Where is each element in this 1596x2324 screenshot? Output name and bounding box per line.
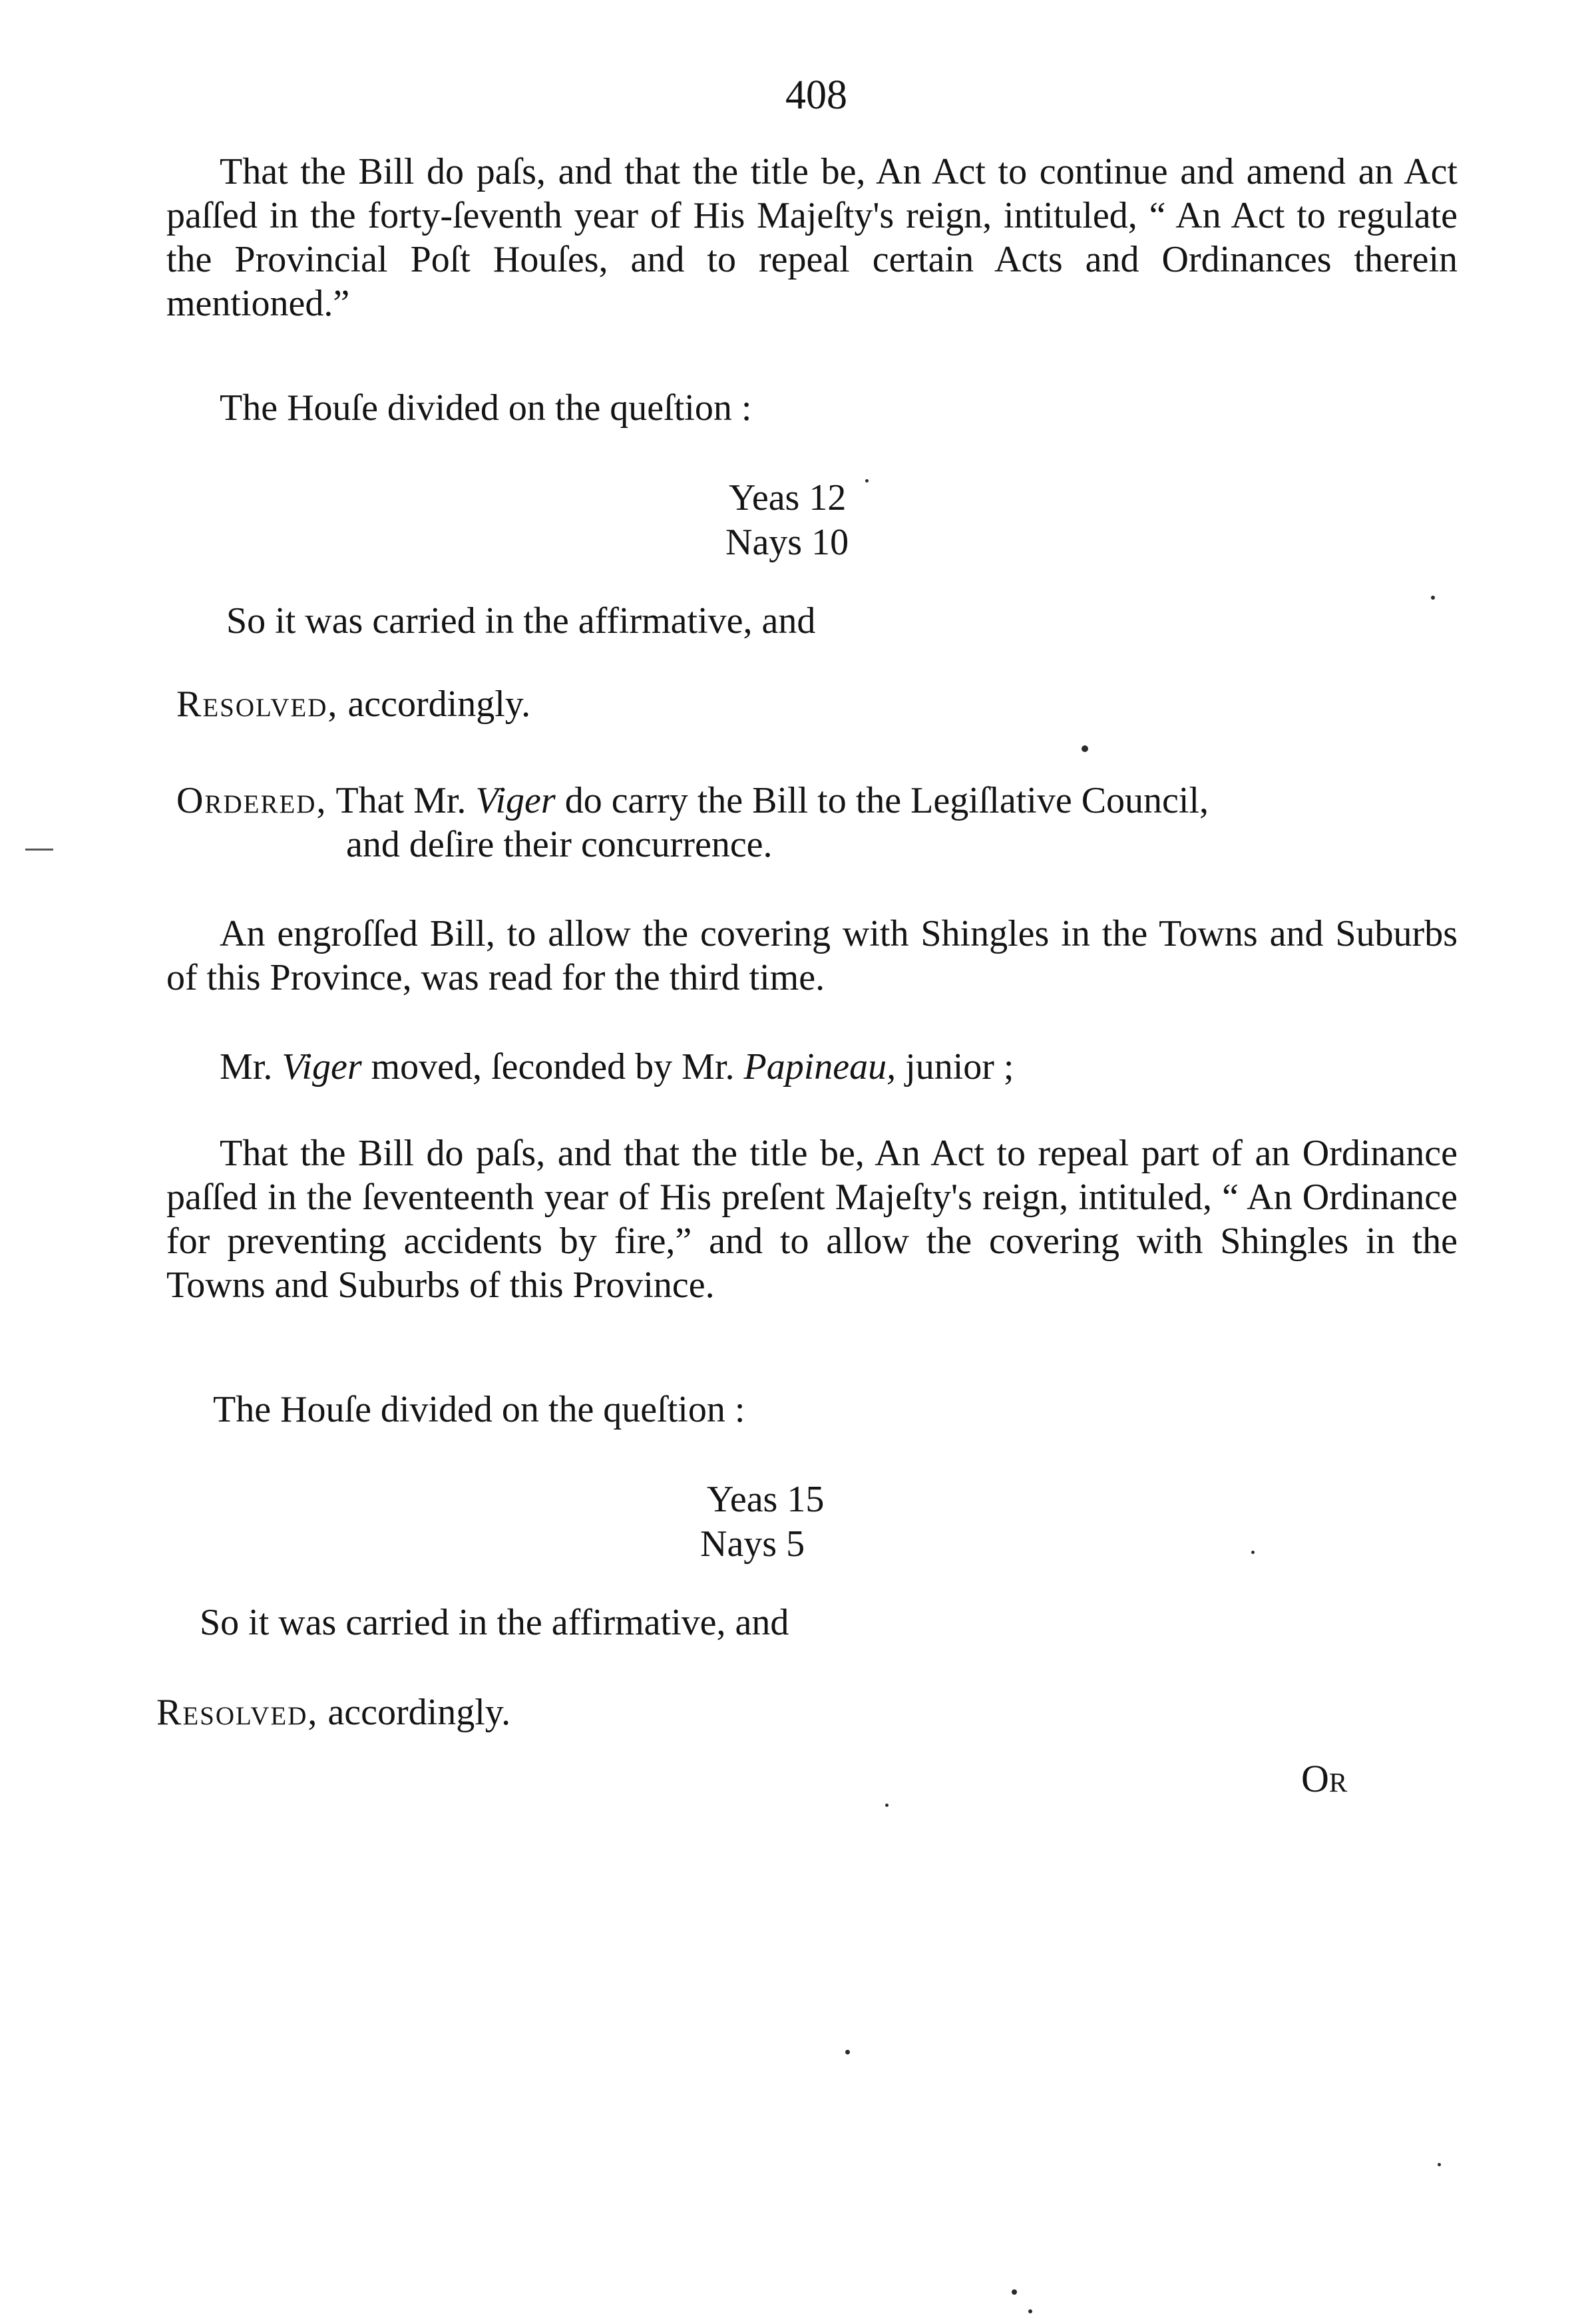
vote-nays-2 (700, 1522, 805, 1566)
vote-yeas-1 (729, 476, 846, 520)
yeas-count: 15 (787, 1479, 825, 1520)
paragraph-bill-post-houses: That the Bill do paſs, and that the title be, An Act to continue and amend an Act paſſed in the forty-ſeventh year of His Majeſty's reign, intituled, “ An Act to regulate the Provincial Poſt Houſes, and to repeal certain Acts and Ordinances therein mentioned.” (166, 151, 1458, 324)
scan-speck (885, 1804, 889, 1807)
ordered-line-1 (176, 779, 1209, 823)
scan-speck (865, 479, 869, 483)
motion-pre: Mr. (220, 1046, 273, 1087)
scan-speck (1251, 1551, 1255, 1554)
division-statement-2: The Houſe divided on the queſtion : (213, 1389, 745, 1430)
scan-speck (1438, 2163, 1441, 2166)
resolved-rest: accordingly. (347, 683, 531, 725)
scan-speck (1012, 2289, 1017, 2295)
yeas-count: 12 (809, 477, 847, 518)
mover-name: Viger (282, 1046, 362, 1087)
catchword: Or (1301, 1757, 1348, 1800)
motion-mid: moved, ſeconded by Mr. (371, 1046, 735, 1087)
motion-statement (220, 1045, 1014, 1089)
seconder-name: Papineau, (743, 1046, 897, 1087)
resolved-statement-2 (156, 1690, 510, 1734)
paragraph-engrossed-bill: An engroſſed Bill, to allow the covering with Shingles in the Towns and Suburbs of this Province, was read for the third time. (166, 913, 1458, 998)
vote-yeas-2 (707, 1477, 824, 1521)
nays-count: 10 (811, 522, 849, 563)
carried-statement-1: So it was carried in the affirmative, and (226, 600, 816, 642)
ordered-post: do carry the Bill to the Legiſlative Council, (564, 780, 1209, 821)
scan-speck (1028, 2309, 1032, 2313)
scan-speck (1431, 596, 1435, 600)
yeas-label: Yeas (707, 1479, 778, 1520)
motion-post: junior ; (905, 1046, 1014, 1087)
nays-label: Nays (700, 1523, 777, 1565)
vote-nays-1 (725, 520, 849, 564)
resolved-word: Resolved, (156, 1692, 319, 1733)
resolved-word: Resolved, (176, 683, 339, 725)
page-number: 408 (785, 73, 847, 118)
ordered-name: Viger (475, 780, 556, 821)
ordered-word: Ordered, (176, 780, 327, 821)
ordered-pre: That Mr. (335, 780, 467, 821)
scan-speck (1082, 745, 1088, 752)
scan-speck (845, 2050, 850, 2054)
nays-count: 5 (786, 1523, 805, 1565)
paragraph-bill-shingles: That the Bill do paſs, and that the title be, An Act to repeal part of an Ordinance paſſed in the ſeventeenth year of His preſent Majeſty's reign, intituled, “ An Ordinance for preventing accidents by fire,” and to allow the covering with Shingles in the Towns and Suburbs of this Province. (166, 1133, 1458, 1306)
ordered-line-2: and deſire their concurrence. (346, 824, 773, 865)
resolved-statement-1 (176, 682, 530, 726)
division-statement-1: The Houſe divided on the queſtion : (220, 387, 752, 429)
carried-statement-2: So it was carried in the affirmative, and (200, 1602, 789, 1643)
nays-label: Nays (725, 522, 803, 563)
scan-edge-mark (25, 849, 53, 851)
resolved-rest: accordingly. (327, 1692, 511, 1733)
yeas-label: Yeas (729, 477, 800, 518)
